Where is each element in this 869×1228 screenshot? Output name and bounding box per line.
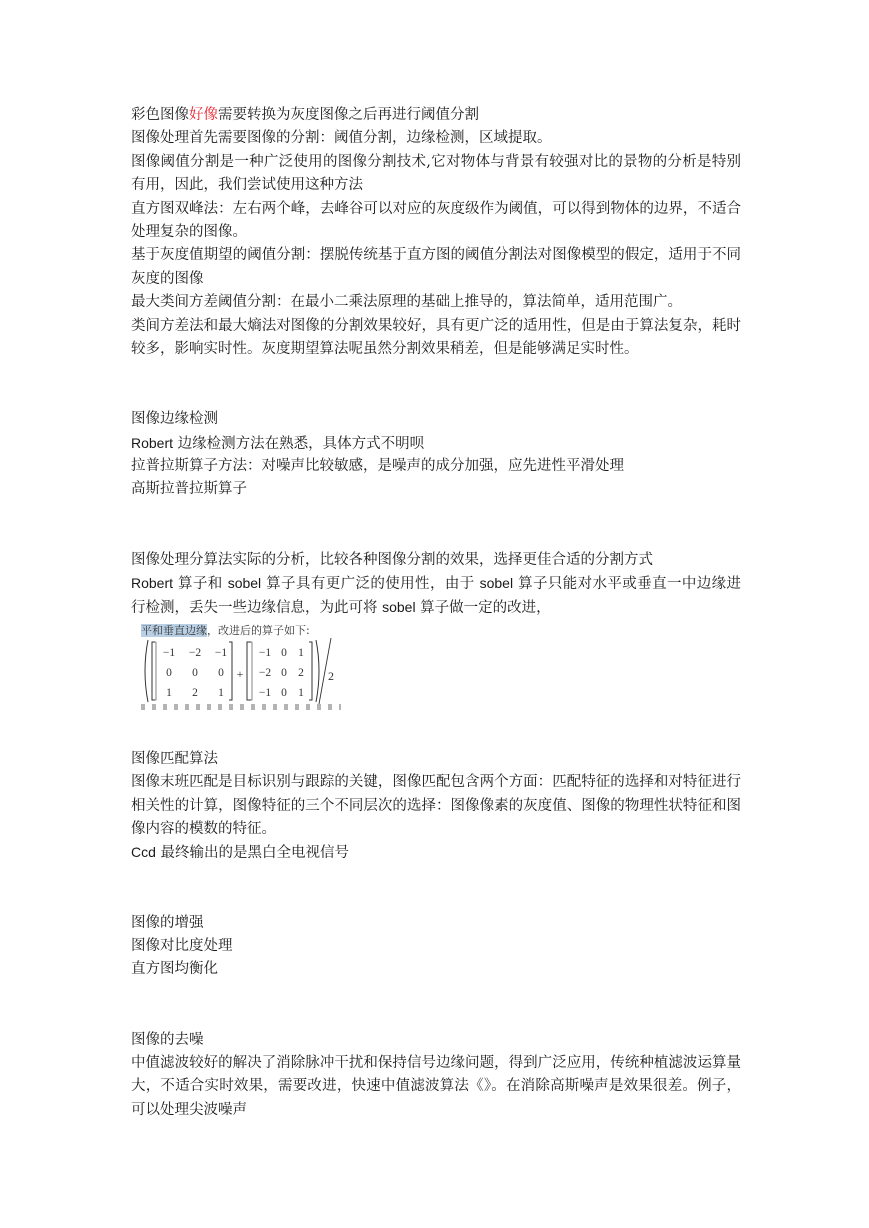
spacer [131, 502, 741, 549]
matrix-entry: 0 [166, 666, 172, 679]
section-heading: 图像的去噪 [131, 1031, 204, 1048]
matrix-entry: 0 [281, 666, 287, 679]
text-line: 彩色图像好像需要转换为灰度图像之后再进行阈值分割 [131, 107, 479, 123]
matrix-entry: 0 [192, 666, 198, 679]
matrix-entry: 0 [281, 646, 287, 659]
matrix-entry: 2 [298, 666, 304, 679]
text-line: Ccd 最终输出的是黑白全电视信号 [131, 844, 350, 862]
paragraph: 图像阈值分割是一种广泛使用的图像分割技术,它对物体与背景有较强对比的景物的分析是特别有用，因此，我们尝试使用这种方法 [131, 153, 741, 194]
formula-caption: 平和垂直边缘，改进后的算子如下: [141, 623, 310, 637]
paragraph: 中值滤波较好的解决了消除脉冲干扰和保持信号边缘问题，得到广泛应用，传统种植滤波运算量大，不适合实时效果，需要改进，快速中值滤波算法《》。在消除高斯噪声是效果很差。例子，可以处理尖波噪声 [131, 1054, 741, 1118]
section-heading: 图像的增强 [131, 914, 204, 931]
paragraph: Robert 算子和 sobel 算子具有更广泛的使用性，由于 sobel 算子只能对水平或垂直一中边缘进行检测，丢失一些边缘信息，为此可将 sobel 算子做一定的改进， [131, 574, 742, 617]
text-line: 图像处理分算法实际的分析，比较各种图像分割的效果，选择更佳合适的分割方式 [131, 551, 653, 568]
matrix-entry: 1 [166, 686, 172, 699]
matrix-entry: −1 [214, 646, 228, 659]
matrix-entry: −2 [188, 646, 202, 659]
text-line: 高斯拉普拉斯算子 [131, 481, 247, 498]
paragraph: 基于灰度值期望的阈值分割：摆脱传统基于直方图的阈值分割法对图像模型的假定，适用于不同灰度的图像 [131, 247, 741, 287]
text-line: 图像处理首先需要图像的分割：阈值分割，边缘检测，区域提取。 [131, 130, 552, 147]
matrix-entry: 1 [298, 686, 304, 699]
spacer [131, 361, 741, 408]
matrix-entry: 1 [298, 646, 304, 659]
red-highlight-text: 好像 [189, 107, 218, 123]
matrix-entry: 0 [281, 686, 287, 699]
paragraph: 类间方差法和最大熵法对图像的分割效果较好，具有更广泛的适用性，但是由于算法复杂，耗时较多，影响实时性。灰度期望算法呢虽然分割效果稍差，但是能够满足实时性。 [131, 317, 741, 358]
text-line: 拉普拉斯算子方法：对噪声比较敏感，是噪声的成分加强，应先进性平滑处理 [131, 458, 624, 474]
text-line: Robert 边缘检测方法在熟悉，具体方式不明呗 [131, 434, 425, 452]
matrix-entry: −1 [258, 686, 272, 699]
sobel-formula-image [141, 624, 341, 710]
matrix-entry: 1 [218, 686, 224, 699]
paragraph: 图像末班匹配是目标识别与跟踪的关键，图像匹配包含两个方面：匹配特征的选择和对特征进行相关性的计算，图像特征的三个不同层次的选择：图像像素的灰度值、图像的物理性状特征和图像内容的模数的特征。 [131, 774, 741, 837]
matrix-entry: −1 [162, 646, 176, 659]
spacer [131, 982, 741, 1029]
plus-sign: + [236, 666, 244, 681]
matrix-entry: −1 [258, 646, 272, 659]
spacer [131, 710, 741, 748]
cropped-text-fragment [141, 704, 341, 710]
text-line: 最大类间方差阈值分割：在最小二乘法原理的基础上推导的，算法简单，适用范围广。 [131, 294, 682, 311]
matrix-entry: 2 [192, 686, 198, 699]
section-heading: 图像边缘检测 [131, 411, 218, 428]
paragraph: 直方图双峰法：左右两个峰，去峰谷可以对应的灰度级作为阈值，可以得到物体的边界，不适合处理复杂的图像。 [131, 200, 741, 240]
matrix-entry: 0 [218, 666, 224, 679]
matrix-entry: −2 [258, 666, 272, 679]
formula-matrices [141, 638, 341, 708]
document-page [131, 104, 741, 1122]
section-heading: 图像匹配算法 [131, 750, 218, 767]
text-line: 图像对比度处理 [131, 937, 233, 954]
text-line: 直方图均衡化 [131, 961, 218, 978]
divisor: 2 [328, 668, 334, 683]
spacer [131, 865, 741, 912]
